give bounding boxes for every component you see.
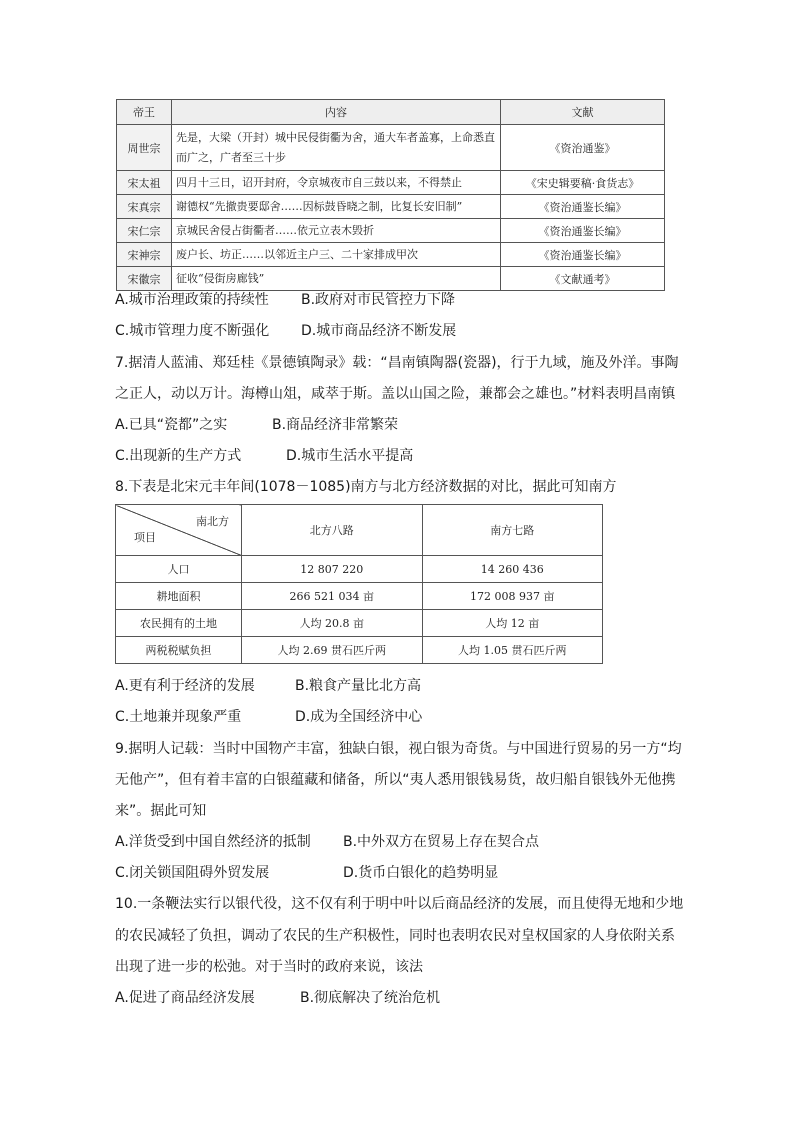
q7-stem-line: 之正人，动以万计。海樽山俎，咸萃于斯。盖以山国之险，兼都会之雄也。”材料表明昌南镇 xyxy=(115,386,676,402)
q7-stem-line: 7.据清人蓝浦、郑廷桂《景德镇陶录》载：“昌南镇陶器(瓷器)，行于九域，施及外洋。事陶 xyxy=(115,355,679,371)
content-cell: 征收“侵街房廊钱” xyxy=(172,267,501,291)
corner-label-top: 南北方 xyxy=(196,515,229,528)
content-cell: 谢德权“先撤贵要邸舍……因标鼓昏晓之制，比复长安旧制” xyxy=(172,195,501,219)
q9-option-d[interactable]: D.货币白银化的趋势明显 xyxy=(343,865,499,881)
q8-option-b[interactable]: B.粮食产量比北方高 xyxy=(295,678,422,694)
q8-option-d[interactable]: D.成为全国经济中心 xyxy=(295,709,423,725)
q10-stem-line: 出现了进一步的松弛。对于当时的政府来说，该法 xyxy=(115,959,423,975)
south-cell: 人均 1.05 贯石匹斤两 xyxy=(422,637,603,664)
q7-option-a[interactable]: A.已具“瓷都”之实 xyxy=(115,417,228,433)
table-row xyxy=(117,243,665,267)
q6-option-d[interactable]: D.城市商品经济不断发展 xyxy=(301,323,457,339)
q10-stem-line: 的农民减轻了负担，调动了农民的生产积极性，同时也表明农民对皇权国家的人身依附关系 xyxy=(115,928,675,944)
south-cell: 人均 12 亩 xyxy=(422,610,603,637)
north-south-table xyxy=(115,504,603,664)
ruler-cell: 宋徽宗 xyxy=(117,267,172,291)
table-header: 文献 xyxy=(501,100,665,125)
content-cell: 京城民舍侵占街衢者……依元立表木毁折 xyxy=(172,219,501,243)
column-header: 北方八路 xyxy=(242,505,423,556)
ruler-cell: 宋神宗 xyxy=(117,243,172,267)
source-cell: 《资治通鉴长编》 xyxy=(501,195,665,219)
south-cell: 14 260 436 xyxy=(422,556,603,583)
q8-option-c[interactable]: C.土地兼并现象严重 xyxy=(115,709,242,725)
table-row xyxy=(117,125,665,171)
q10-option-a[interactable]: A.促进了商品经济发展 xyxy=(115,990,255,1006)
item-cell: 耕地面积 xyxy=(116,583,242,610)
q10-stem-line: 10.一条鞭法实行以银代役，这不仅有利于明中叶以后商品经济的发展，而且使得无地和少地 xyxy=(115,896,684,912)
table-row xyxy=(116,583,603,610)
source-cell: 《资治通鉴长编》 xyxy=(501,243,665,267)
table-row xyxy=(117,219,665,243)
table-row xyxy=(116,610,603,637)
column-header: 南方七路 xyxy=(422,505,603,556)
table-row xyxy=(116,556,603,583)
content-cell: 先是，大梁（开封）城中民侵街衢为舍，通大车者盖寡，上命悉直而广之，广者至三十步 xyxy=(172,125,501,171)
source-cell: 《资治通鉴》 xyxy=(501,125,665,171)
q9-stem-line: 来”。据此可知 xyxy=(115,803,207,819)
ruler-cell: 宋真宗 xyxy=(117,195,172,219)
table-row xyxy=(116,637,603,664)
item-cell: 农民拥有的土地 xyxy=(116,610,242,637)
q8-option-a[interactable]: A.更有利于经济的发展 xyxy=(115,678,255,694)
ruler-cell: 宋仁宗 xyxy=(117,219,172,243)
ruler-cell: 宋太祖 xyxy=(117,171,172,195)
q9-stem-line: 9.据明人记载：当时中国物产丰富，独缺白银，视白银为奇货。与中国进行贸易的另一方“均 xyxy=(115,741,682,757)
q10-option-b[interactable]: B.彻底解决了统治危机 xyxy=(300,990,441,1006)
q6-option-a[interactable]: A.城市治理政策的持续性 xyxy=(115,292,269,308)
north-cell: 12 807 220 xyxy=(242,556,423,583)
ruler-cell: 周世宗 xyxy=(117,125,172,171)
source-cell: 《文献通考》 xyxy=(501,267,665,291)
content-cell: 废户长、坊正……以邻近主户三、二十家排成甲次 xyxy=(172,243,501,267)
q9-stem-line: 无他产”，但有着丰富的白银蕴藏和储备，所以“夷人悉用银钱易货，故归船自银钱外无他携 xyxy=(115,772,676,788)
q9-option-c[interactable]: C.闭关锁国阻碍外贸发展 xyxy=(115,865,270,881)
table-row xyxy=(117,267,665,291)
north-cell: 人均 20.8 亩 xyxy=(242,610,423,637)
q6-option-b[interactable]: B.政府对市民管控力下降 xyxy=(301,292,456,308)
table-row xyxy=(117,195,665,219)
content-cell: 四月十三日，诏开封府，令京城夜市自三鼓以来，不得禁止 xyxy=(172,171,501,195)
q8-stem: 8.下表是北宋元丰年间(1078－1085)南方与北方经济数据的对比，据此可知南方 xyxy=(115,479,617,495)
source-cell: 《资治通鉴长编》 xyxy=(501,219,665,243)
q7-option-c[interactable]: C.出现新的生产方式 xyxy=(115,448,242,464)
q7-option-d[interactable]: D.城市生活水平提高 xyxy=(286,448,414,464)
table-header: 内容 xyxy=(172,100,501,125)
table-header: 帝王 xyxy=(117,100,172,125)
diagonal-header-cell xyxy=(116,505,242,556)
corner-label-bottom: 项目 xyxy=(134,531,156,544)
q7-option-b[interactable]: B.商品经济非常繁荣 xyxy=(272,417,399,433)
item-cell: 人口 xyxy=(116,556,242,583)
table-row xyxy=(117,171,665,195)
item-cell: 两税税赋负担 xyxy=(116,637,242,664)
north-cell: 人均 2.69 贯石匹斤两 xyxy=(242,637,423,664)
north-cell: 266 521 034 亩 xyxy=(242,583,423,610)
emperor-policy-table xyxy=(116,99,665,291)
q9-option-a[interactable]: A.洋货受到中国自然经济的抵制 xyxy=(115,834,311,850)
q6-option-c[interactable]: C.城市管理力度不断强化 xyxy=(115,323,270,339)
source-cell: 《宋史辑要稿·食货志》 xyxy=(501,171,665,195)
q9-option-b[interactable]: B.中外双方在贸易上存在契合点 xyxy=(343,834,540,850)
south-cell: 172 008 937 亩 xyxy=(422,583,603,610)
